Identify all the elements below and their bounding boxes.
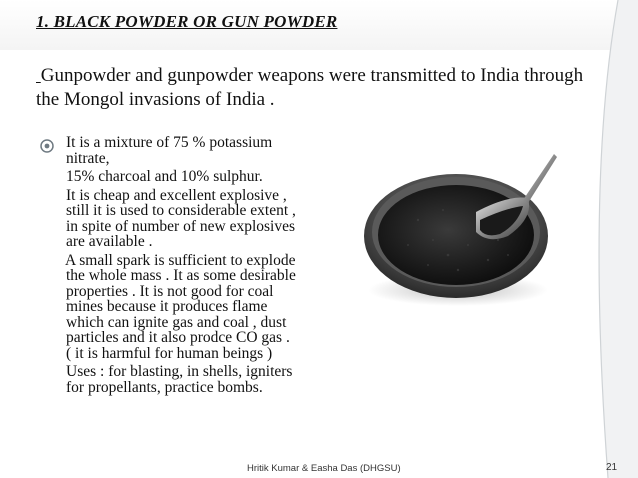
body-line: It is cheap and excellent explosive , <box>66 186 287 204</box>
body-line: 15% charcoal and 10% sulphur. <box>66 168 263 185</box>
body-line: Uses : for blasting, in shells, igniters <box>66 363 293 380</box>
body-line: still it is used to considerable extent , <box>66 202 296 219</box>
body-line: are available . <box>66 233 153 250</box>
body-line: mines because it produces flame <box>66 298 268 315</box>
slide-subtitle <box>36 64 596 112</box>
body-line: properties . It is not good for coal <box>66 282 274 300</box>
target-bullet-icon <box>40 139 54 153</box>
body-line: for propellants, practice bombs. <box>66 378 263 396</box>
body-line: which can ignite gas and coal , dust <box>66 313 287 331</box>
body-line: nitrate, <box>66 149 110 167</box>
footer-credit: Hritik Kumar & Easha Das (DHGSU) <box>247 463 401 474</box>
slide-title: 1. BLACK POWDER OR GUN POWDER <box>36 12 338 31</box>
body-line: ( it is harmful for human beings ) <box>66 344 273 362</box>
body-text <box>62 134 346 396</box>
body-line: in spite of number of new explosives <box>66 217 296 235</box>
body-line: It is a mixture of 75 % potassium <box>66 134 273 151</box>
body-line: A small spark is sufficient to explode <box>62 251 296 269</box>
body-line: particles and it also prodce CO gas . <box>66 329 290 346</box>
page-number: 21 <box>606 462 618 473</box>
body-line: the whole mass . It as some desirable <box>66 267 296 284</box>
subtitle-text: Gunpowder and gunpowder weapons were transmitted to India through the Mongol invasions of India . <box>36 65 584 110</box>
black-powder-bowl-image <box>358 140 558 310</box>
footer <box>0 456 638 478</box>
